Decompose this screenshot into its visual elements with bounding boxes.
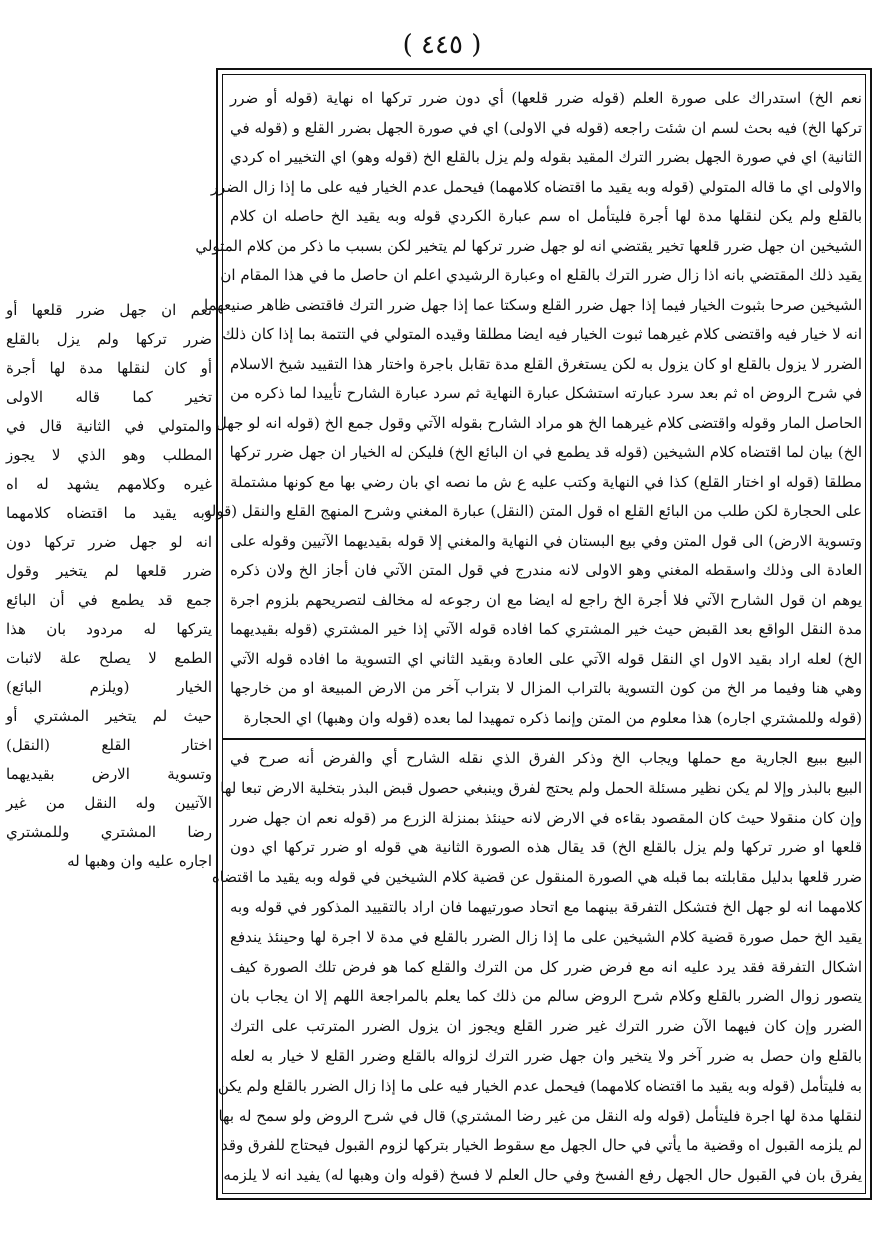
commentary-line: بالقلع وان حصل به ضرر آخر ولا يتخير وان جهل ضرر الترك لزواله بالقلع وضرر القلع لا خيار به لعله bbox=[230, 1046, 862, 1065]
margin-line: نعم ان جهل ضرر قلعها أو bbox=[6, 301, 212, 319]
margin-line: اجاره عليه وان وهبها له bbox=[67, 852, 212, 870]
margin-matn-text bbox=[6, 296, 212, 870]
commentary-line: كلامهما انه لو جهل الخ فتشكل التفرقة بينهما مع اتحاد صورتيهما فان اراد بالتقييد المذكور في قوله وبه bbox=[230, 897, 862, 916]
margin-line: اختار القلع (النقل) bbox=[6, 736, 212, 754]
commentary-line: لنقلها مدة لها اجرة فليتأمل (قوله وله النقل من غير رضا المشتري) قال في شرح الروض ولو سمح له بها bbox=[218, 1106, 862, 1125]
commentary-line: الحاصل المار وقوله واقتضى كلام غيرهما الخ هو مراد الشارح بقوله الآتي وقول جمع الخ (قوله انه لو جهل bbox=[215, 413, 862, 432]
commentary-lower-block bbox=[211, 744, 862, 1194]
margin-line: غيره وكلامهم يشهد له اه bbox=[6, 475, 212, 493]
commentary-line: العادة الى وذلك واسقطه المغني وهو الاولى لانه مندرج في قول المتن الآتي فان أجاز الخ ولان ذكره bbox=[230, 561, 862, 579]
commentary-line: نعم الخ) استدراك على صورة العلم (قوله ضرر قلعها) أي دون ضرر تركها اه نهاية (قوله أو ضرر bbox=[230, 89, 862, 107]
margin-line: الطمع لا يصلح علة لاثبات bbox=[6, 649, 212, 667]
commentary-line: في شرح الروض اه ثم بعد سرد عبارته استشكل عبارة النهاية ثم سرد عبارة الشارح تأييدا لما ذكره من bbox=[230, 384, 862, 402]
commentary-divider-rule bbox=[222, 738, 866, 740]
commentary-line: البيع ببيع الجارية مع حملها ويجاب الخ وذكر الفرق الذي نقله الشارح أي والفرض أنه صرح في bbox=[230, 749, 862, 767]
commentary-line: لم يلزمه القبول اه وقضية ما يأتي في حال الجهل مع سقوط الخيار بتركها لزوم القبول فيحتاج للفرق وقد bbox=[220, 1136, 862, 1155]
commentary-line: مدة النقل الواقع بعد القبض حيث خير المشتري كما افاده قوله الآتي إذا خير المشتري (قوله بقيديهما bbox=[230, 620, 862, 638]
margin-line: ضرر قلعها لم يتخير وقول bbox=[6, 562, 212, 580]
commentary-line: قلعها او ضرر تركها ولم يزل بالقلع الخ) قد يقال هذه الصورة الثانية هي قوله او ضرر تركها اي دون bbox=[230, 838, 862, 857]
commentary-upper-block bbox=[195, 84, 862, 734]
margin-line: الآتيين وله النقل من غير bbox=[6, 794, 212, 812]
commentary-line: يتصور زوال الضرر بالقلع وكلام شرح الروض سالم من ذلك كما يعلم بالمراجعة اللهم إلا ان يجاب بان bbox=[230, 987, 862, 1006]
commentary-line: الثانية) اي في صورة الجهل بضرر الترك المقيد بقوله ولم يزل بالقلع الخ (قوله وهو) اي التخيير اه كردي bbox=[230, 148, 862, 166]
commentary-line: وهي هنا وفيما مر الخ من كون التسوية بالتراب المزال لا بتراب آخر من الارض المبيعة او من خارجها bbox=[230, 679, 862, 697]
commentary-line: يوهم ان قول الشارح الآتي فلا أجرة الخ راجع له ايضا مع ان رجوعه له مخالف لتصريحهم بلزوم اجرة bbox=[230, 590, 862, 609]
commentary-line: الضرر لا يزول بالقلع او كان يزول به لكن يستغرق القلع مدة تقابل باجرة واختار هذا التقييد شيخ الاسلام bbox=[230, 354, 862, 373]
margin-line: أو كان لنقلها مدة لها أجرة bbox=[6, 359, 212, 377]
commentary-line: يقيد ذلك المقتضي بانه اذا زال ضرر الترك بالقلع اه وعبارة الرشيدي اعلم ان حاصل ما في هذا المقام ان bbox=[220, 266, 862, 284]
commentary-line: الخ) بيان لما اقتضاه كلام الشيخين (قوله قد يطمع في ان البائع الخ) فليكن له الخيار ان جهل ضرر تركها bbox=[229, 443, 862, 461]
margin-line: وتسوية الارض بقيديهما bbox=[6, 765, 212, 783]
margin-line: انه لو جهل ضرر تركها دون bbox=[6, 533, 212, 551]
commentary-line: على الحجارة لكن طلب من البائع القلع اه قول المتن (النقل) عبارة المغني وشرح المنهج القلع والنقل (قوله bbox=[203, 502, 862, 520]
commentary-line: الضرر وإن كان فيهما الآن ضرر الترك غير ضرر القلع ويجوز ان يزول الضرر المترتب على الترك bbox=[230, 1017, 862, 1036]
margin-line: وبه يقيد ما اقتضاه كلامهما bbox=[6, 504, 212, 522]
page-number: ( ٤٤٥ ) bbox=[402, 30, 482, 60]
commentary-line: يفرق بان في القبول حال الجهل رفع الفسخ وفي حال العلم لا فسخ (قوله وان وهبها له) يفيد انه لا يلزمه bbox=[223, 1166, 862, 1185]
commentary-line: البيع بالبذر وإلا لم يكن نظير مسئلة الحمل ولم يحتج لفرق وينبغي حصول قبض البذر بتخلية الارض تبعا لها bbox=[220, 778, 862, 797]
margin-line: ضرر تركها ولم يزل بالقلع bbox=[6, 330, 212, 348]
margin-line: جمع قد يطمع في أن البائع bbox=[6, 591, 212, 609]
margin-line: والمتولي في الثانية قال في bbox=[6, 417, 212, 435]
commentary-line: بالقلع ولم يكن لنقلها مدة لها أجرة فليتأمل اه سم عبارة الكردي قوله وبه يقيد الخ حاصله ان كلام bbox=[230, 207, 862, 225]
commentary-line: الشيخين ان جهل ضرر قلعها تخير يقتضي انه لو جهل ضرر تركها لم يتخير لكن بسبب ما ذكر من كلام المتولي bbox=[195, 236, 862, 255]
margin-line: المطلب وهو الذي لا يجوز bbox=[6, 446, 212, 464]
commentary-line: وإن كان منقولا حيث كان المقصود بقاءه في الارض لانه حينئذ بمنزلة الزرع مر (قوله نعم ان جهل ضرر bbox=[230, 808, 862, 827]
commentary-line: ضرر قلعها بدليل مقابلته بما قبله هي الصورة المنقول عن قضية كلام الشيخين في قوله وبه يقيد ما اقتضاه bbox=[211, 868, 862, 887]
commentary-line: الخ) لعله اراد بقيد الاول اي النقل قوله الآتي على العادة وبقيد الثاني اي التسوية ما افاده قوله الآتي bbox=[230, 649, 862, 668]
margin-line: حيث لم يتخير المشتري أو bbox=[6, 707, 212, 725]
margin-line: رضا المشتري وللمشتري bbox=[6, 823, 212, 841]
commentary-line: به فليتأمل (قوله وبه يقيد ما اقتضاه كلامهما) فيحمل عدم الخيار فيه على ما إذا زال الضرر بالقلع ولم يكن bbox=[217, 1076, 862, 1095]
commentary-line: اشكال التفرقة فقد يرد عليه انه مع فرض ضرر كل من الترك والقلع كما هو فرض تلك الصورة كيف bbox=[230, 957, 862, 976]
commentary-line: مطلقا (قوله او اختار القلع) كذا في النهاية وكتب عليه ع ش ما نصه اي بان رضي بها مع كونها مشتملة bbox=[230, 472, 862, 491]
commentary-line: (قوله وللمشتري اجاره) هذا معلوم من المتن وإنما ذكره تمهيدا لما بعده (قوله وان وهبها) اي الحجارة bbox=[243, 708, 862, 727]
margin-line: تخير كما قاله الاولى bbox=[6, 388, 212, 406]
commentary-line: انه لا خيار فيه واقتضى كلام غيرهما ثبوت الخيار فيه ايضا مطلقا وقيده المتولي في التتمة بما إذا كان ذلك bbox=[222, 325, 862, 343]
commentary-line: يقيد الخ حمل صورة قضية كلام الشيخين على ما إذا زال الضرر بالقلع في مدة لا اجرة لها وحينئذ يندفع bbox=[230, 927, 862, 946]
commentary-line: وتسوية الارض) الى قول المتن وفي بيع البستان في النهاية والمغني إلا قوله بقيديهما الآتيين وقوله على bbox=[230, 531, 862, 550]
commentary-line: والاولى اي ما قاله المتولي (قوله وبه يقيد ما اقتضاه كلامهما) فيحمل عدم الخيار فيه على ما إذا زال الضرر bbox=[210, 177, 862, 196]
margin-line: الخيار (ويلزم البائع) bbox=[6, 678, 212, 696]
commentary-line: تركها الخ) فيه بحث لسم ان شئت راجعه (قوله في الاولى) اي في صورة الجهل بضرر القلع و (قوله في bbox=[230, 118, 862, 137]
commentary-line: الشيخين صرحا بثبوت الخيار فيما إذا جهل ضرر القلع وسكتا عما إذا جهل ضرر الترك فاقتضى ظاهر صنيعهما bbox=[203, 295, 862, 314]
margin-line: يتركها له مردود بان هذا bbox=[6, 620, 212, 638]
